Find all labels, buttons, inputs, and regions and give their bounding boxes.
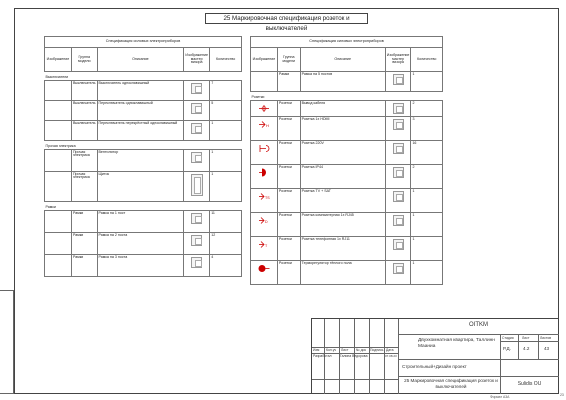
right-spec-table [250, 36, 443, 285]
row-quantity: 12 [210, 233, 242, 255]
row-quantity: 1 [210, 150, 242, 172]
phone-socket-symbol-icon [257, 239, 271, 250]
row-quantity: 1 [411, 261, 443, 285]
table-row [45, 211, 242, 233]
col-head-doc: № док [356, 348, 366, 352]
row-group: Розетки [277, 213, 300, 237]
row-quantity: 5 [210, 101, 242, 121]
sheet-label: Лист [522, 336, 530, 340]
col-header-group: Группа модели [277, 48, 300, 72]
role-label: Разработал [313, 354, 332, 358]
table-row [45, 101, 242, 121]
page-corner-number: 23 [560, 393, 564, 397]
col-header-quantity: Количество [210, 48, 242, 72]
frame-thumbnail [191, 257, 202, 268]
group-title-other: Прочая электрика [45, 143, 76, 148]
row-quantity: 1 [210, 121, 242, 141]
design-date: 07.08.23 [385, 354, 397, 358]
row-quantity: 11 [210, 211, 242, 233]
row-quantity: 16 [411, 141, 443, 165]
fan-thumbnail [191, 152, 202, 163]
row-quantity: 1 [411, 72, 443, 92]
col-header-description: Описание [97, 48, 184, 72]
ip44-socket-symbol-icon [257, 167, 271, 178]
row-group: Рамки [277, 72, 300, 92]
sheet-title: 25 Маркировочная спецификация розеток и выключателей [205, 13, 368, 24]
col-head-signature: Подпись [370, 348, 384, 352]
sheets-label: Листов [540, 336, 552, 340]
frame-thumbnail [191, 235, 202, 246]
row-quantity: 1 [210, 172, 242, 202]
row-quantity: 4 [210, 255, 242, 277]
row-description: Рамка на 3 поста [97, 255, 184, 277]
row-group: Розетки [277, 117, 300, 141]
row-description: Терморегулятор тёплого пола [300, 261, 385, 285]
power-socket-symbol-icon [257, 143, 271, 154]
row-quantity: 1 [411, 237, 443, 261]
col-header-image: Изображение [251, 48, 278, 72]
row-group: Розетки [277, 101, 300, 117]
stage-value: Р.Д. [503, 346, 511, 351]
row-description: Розетка 220V [300, 141, 385, 165]
thermostat-thumbnail [393, 263, 404, 274]
row-group: Прочая электрика [71, 150, 97, 172]
table-row [45, 233, 242, 255]
row-description: Переключатель перекрёстный одноклавишный [97, 121, 184, 141]
row-group: Розетки [277, 141, 300, 165]
switch-thumbnail [191, 123, 202, 134]
col-header-master-image: Изображение мастер визора [184, 48, 210, 72]
row-group: Розетки [277, 189, 300, 213]
tv-socket-symbol-icon [257, 191, 271, 202]
group-title-frames: Рамки [45, 204, 56, 209]
socket-thumbnail [393, 215, 404, 226]
socket-thumbnail [393, 103, 404, 114]
col-head-date: Дата [386, 348, 394, 352]
table-row [45, 172, 242, 202]
row-quantity: 2 [411, 165, 443, 189]
row-description: Розетка 1x HDMI [300, 117, 385, 141]
row-description: Розетка компьютерная 1x RJ45 [300, 213, 385, 237]
row-description: Выключатель одноклавишный [97, 81, 184, 101]
row-quantity: 3 [411, 117, 443, 141]
switch-thumbnail [191, 83, 202, 94]
svg-text:TS: TS [264, 195, 270, 200]
stage-label: Стадия [502, 336, 514, 340]
row-group: Рамки [71, 255, 97, 277]
table-row [251, 72, 443, 92]
sheet-name: 25 Маркировочная спецификация розеток и выключателей [404, 378, 498, 389]
row-group: Выключатель [71, 101, 97, 121]
socket-thumbnail [393, 143, 404, 154]
col-head-change: Изм [313, 348, 320, 352]
row-description: Рамка на 1 пост [97, 211, 184, 233]
studio-name: Sulidis OU [517, 381, 542, 387]
table-row [45, 150, 242, 172]
row-group: Рамки [71, 233, 97, 255]
row-quantity: 2 [411, 101, 443, 117]
row-quantity: 1 [411, 189, 443, 213]
row-description: Розетка TV + SAT [300, 189, 385, 213]
col-header-image: Изображение [45, 48, 72, 72]
cable-outlet-symbol-icon [257, 103, 271, 114]
col-header-description: Описание [300, 48, 385, 72]
row-description: Розетка IP44 [300, 165, 385, 189]
svg-text:T: T [264, 243, 268, 248]
table-row [251, 213, 443, 237]
designer-name: Галина Ведорова [340, 354, 368, 358]
row-description: Переключатель одноклавишный [97, 101, 184, 121]
table-row [251, 101, 443, 117]
project-name: Двухкомнатная квартира, Таллинн Мааниа [418, 338, 495, 349]
left-table-caption: Спецификация силовых электроприборов [45, 37, 242, 48]
col-header-master-image: Изображение мастер визора [385, 48, 411, 72]
row-group: Выключатель [71, 81, 97, 101]
table-row [45, 81, 242, 101]
table-row [251, 117, 443, 141]
stage-project: Строительный+Дизайн проект [402, 364, 467, 369]
row-group: Выключатель [71, 121, 97, 141]
socket-thumbnail [393, 167, 404, 178]
table-row [251, 141, 443, 165]
socket-thumbnail [393, 119, 404, 130]
sheets-total: 43 [544, 346, 550, 351]
table-row [45, 255, 242, 277]
svg-text:H: H [265, 122, 269, 128]
right-table-caption: Спецификация силовых электроприборов [251, 37, 443, 48]
socket-thumbnail [393, 239, 404, 250]
thermostat-symbol-icon [257, 263, 271, 274]
format-label: Формат А3А [490, 395, 510, 399]
panel-thumbnail [191, 174, 203, 196]
row-quantity: 1 [411, 213, 443, 237]
row-description: Рамка на 5 постов [300, 72, 385, 92]
left-spec-table [44, 36, 242, 277]
table-row [251, 237, 443, 261]
row-description: Рамка на 2 поста [97, 233, 184, 255]
row-group: Розетки [277, 261, 300, 285]
col-header-group: Группа модели [71, 48, 97, 72]
svg-text:D: D [264, 219, 268, 224]
switch-thumbnail [191, 103, 202, 114]
frame-thumbnail [191, 213, 202, 224]
row-group: Розетки [277, 165, 300, 189]
table-row [251, 189, 443, 213]
row-description: Вывод кабеля [300, 101, 385, 117]
group-title-switches: Выключатели [45, 74, 69, 79]
binding-stamp [0, 290, 14, 394]
group-title-sockets: Розетки [251, 94, 265, 99]
network-socket-symbol-icon [257, 215, 271, 226]
table-row [251, 165, 443, 189]
row-group: Рамки [71, 211, 97, 233]
table-row [45, 121, 242, 141]
row-description: Розетка телефонная 1x RJ11 [300, 237, 385, 261]
hdmi-socket-symbol-icon [257, 119, 271, 130]
table-row [251, 261, 443, 285]
title-block [311, 318, 559, 394]
col-header-quantity: Количество [411, 48, 443, 72]
row-quantity: 7 [210, 81, 242, 101]
company-name: OITKM [469, 322, 488, 328]
col-head-sheet: Лист [341, 348, 349, 352]
socket-thumbnail [393, 191, 404, 202]
row-description: Щиток [97, 172, 184, 202]
col-head-count: Кол.уч [326, 348, 337, 352]
row-group: Прочая электрика [71, 172, 97, 202]
frame-thumbnail [393, 74, 404, 85]
row-description: Вентилятор [97, 150, 184, 172]
row-group: Розетки [277, 237, 300, 261]
sheet-number: 4.2 [523, 346, 530, 351]
